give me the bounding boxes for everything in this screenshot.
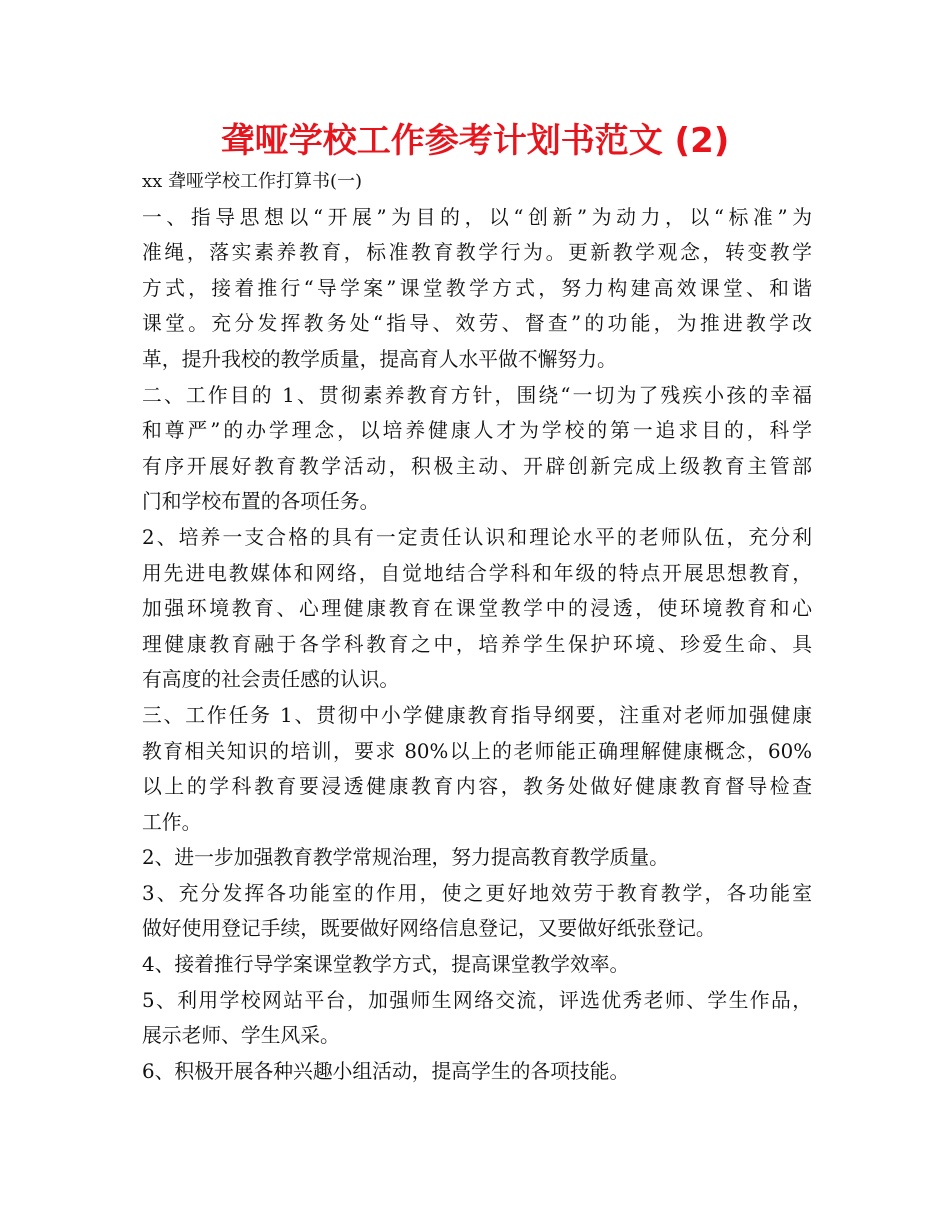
text-line: 以上的学科教育要浸透健康教育内容，教务处做好健康教育督导检查 [142, 775, 812, 799]
document-title: 聋哑学校工作参考计划书范文 (2) [220, 121, 730, 161]
text-line: 有序开展好教育教学活动，积极主动、开辟创新完成上级教育主管部 [142, 454, 812, 478]
text-line: 加强环境教育、心理健康教育在课堂教学中的浸透，使环境教育和心 [142, 597, 812, 621]
text-line: 用先进电教媒体和网络，自觉地结合学科和年级的特点开展思想教育， [142, 561, 812, 585]
text-line: 3、充分发挥各功能室的作用，使之更好地效劳于教育教学，各功能室 [142, 881, 812, 905]
text-line: 一、指导思想以“开展”为目的，以“创新”为动力，以“标准”为 [142, 205, 812, 229]
text-line: 和尊严”的办学理念，以培养健康人才为学校的第一追求目的，科学 [142, 419, 812, 443]
text-line: 4、接着推行导学案课堂教学方式，提高课堂教学效率。 [142, 953, 630, 977]
text-line: 展示老师、学生风采。 [142, 1024, 340, 1048]
text-line: 做好使用登记手续，既要做好网络信息登记，又要做好纸张登记。 [142, 917, 716, 941]
text-line: 工作。 [142, 810, 202, 834]
text-line: 三、工作任务 1、贯彻中小学健康教育指导纲要，注重对老师加强健康 [142, 703, 812, 727]
document-body [142, 164, 812, 1089]
text-line: 教育相关知识的培训，要求 80%以上的老师能正确理解健康概念，60% [142, 739, 812, 763]
text-line: 2、进一步加强教育教学常规治理，努力提高教育教学质量。 [142, 846, 669, 870]
document-subtitle: xx 聋哑学校工作打算书(一) [142, 171, 363, 192]
text-line: 二、工作目的 1、贯彻素养教育方针，围绕“一切为了残疾小孩的幸福 [142, 383, 812, 407]
text-line: 有高度的社会责任感的认识。 [142, 668, 400, 692]
text-line: 6、积极开展各种兴趣小组活动，提高学生的各项技能。 [142, 1059, 630, 1083]
text-line: 革，提升我校的教学质量，提高育人水平做不懈努力。 [142, 347, 617, 371]
text-line: 理健康教育融于各学科教育之中，培养学生保护环境、珍爱生命、具 [142, 632, 812, 656]
text-line: 准绳，落实素养教育，标准教育教学行为。更新教学观念，转变教学 [142, 241, 812, 265]
text-line: 2、培养一支合格的具有一定责任认识和理论水平的老师队伍，充分利 [142, 525, 812, 549]
text-line: 方式，接着推行“导学案”课堂教学方式，努力构建高效课堂、和谐 [142, 276, 812, 300]
text-line: 门和学校布置的各项任务。 [142, 490, 380, 514]
text-line: 5、利用学校网站平台，加强师生网络交流，评选优秀老师、学生作品， [142, 988, 812, 1012]
text-line: 课堂。充分发挥教务处“指导、效劳、督查”的功能，为推进教学改 [142, 312, 812, 336]
